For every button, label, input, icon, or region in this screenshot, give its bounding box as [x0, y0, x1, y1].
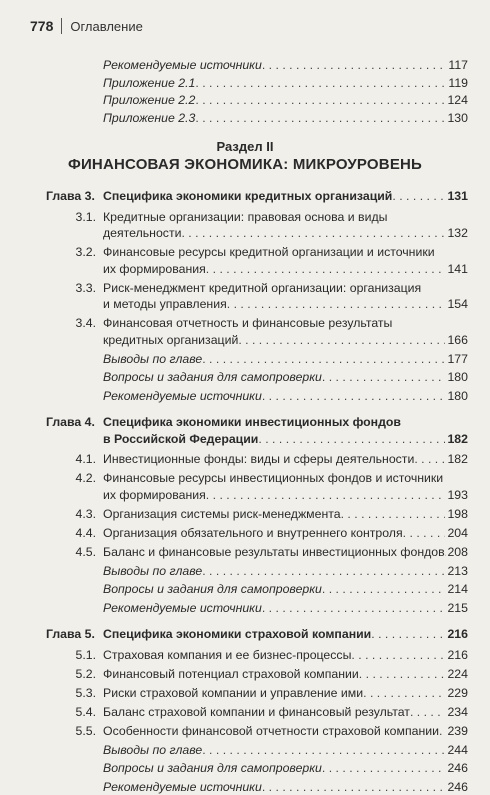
entry-title: кредитных организаций	[103, 332, 239, 347]
entry-page: 239	[447, 723, 468, 738]
leader-dots	[403, 525, 446, 541]
entry-page: 224	[447, 666, 468, 681]
chapter-entry	[0, 188, 490, 204]
chapter-extra-entry	[0, 760, 490, 776]
entry-title: Вопросы и задания для самопроверки	[103, 761, 322, 775]
section-entry	[0, 296, 490, 312]
section-number: 5.2.	[75, 666, 96, 681]
chapter-extra-entry	[0, 600, 490, 616]
section-entry	[0, 280, 490, 296]
leader-dots	[206, 261, 446, 277]
leader-dots	[258, 431, 445, 447]
leader-dots	[181, 225, 445, 241]
leader-dots	[322, 581, 446, 597]
entry-title: Финансовый потенциал страховой компании	[103, 666, 359, 681]
chapter-entry	[0, 626, 490, 642]
part-title: ФИНАНСОВАЯ ЭКОНОМИКА: МИКРОУРОВЕНЬ	[67, 156, 423, 173]
section-entry	[0, 704, 490, 720]
section-number: 3.1.	[75, 209, 96, 224]
entry-page: 130	[447, 110, 468, 125]
entry-title: Риск-менеджмент кредитной организации: организация	[103, 280, 422, 295]
entry-page: 180	[447, 370, 468, 384]
leader-dots	[262, 57, 447, 73]
entry-title: Рекомендуемые источники	[103, 388, 262, 403]
leader-dots	[371, 626, 445, 642]
entry-page: 234	[447, 704, 468, 719]
toc-entry-appendix	[0, 57, 490, 73]
section-entry	[0, 261, 490, 277]
entry-title: их формирования	[103, 261, 206, 276]
section-entry	[0, 451, 490, 467]
entry-page: 204	[447, 525, 468, 540]
entry-title: Баланс и финансовые результаты инвестиционных фондов	[103, 544, 445, 559]
leader-dots	[262, 388, 446, 404]
section-number: 3.3.	[75, 280, 96, 295]
entry-title: Приложение 2.2	[103, 93, 196, 108]
leader-dots	[227, 296, 446, 312]
entry-page: 180	[447, 388, 468, 403]
entry-page: 193	[447, 487, 468, 502]
leader-dots	[414, 451, 445, 467]
entry-page: 214	[447, 582, 468, 596]
entry-title: Выводы по главе	[103, 563, 203, 578]
leader-dots	[363, 685, 445, 701]
chapter-entry	[0, 414, 490, 430]
page-number: 778	[30, 18, 54, 34]
chapter-extra-entry	[0, 742, 490, 758]
chapter-entry	[0, 431, 490, 447]
section-number: 5.4.	[75, 704, 96, 719]
chapter-extra-entry	[0, 388, 490, 404]
entry-page: 132	[447, 226, 468, 240]
section-number: 4.4.	[75, 525, 96, 540]
leader-dots	[262, 779, 446, 795]
section-entry	[0, 225, 490, 241]
chapter-extra-entry	[0, 779, 490, 795]
leader-dots	[195, 92, 445, 108]
part-label: Раздел II	[216, 139, 274, 154]
section-number: 4.3.	[75, 506, 96, 521]
entry-title: Страховая компания и ее бизнес-процессы	[103, 647, 352, 662]
section-number: 5.1.	[75, 647, 96, 662]
section-entry	[0, 525, 490, 541]
page-header	[30, 16, 143, 36]
entry-page: 198	[447, 506, 468, 521]
leader-dots	[359, 666, 446, 682]
entry-title: Выводы по главе	[103, 742, 203, 757]
entry-page: 154	[447, 297, 468, 311]
entry-page: 141	[447, 261, 468, 276]
section-number: 5.5.	[75, 723, 96, 738]
entry-title: Организация системы риск-менеджмента	[103, 506, 341, 521]
section-entry	[0, 666, 490, 682]
chapter-extra-entry	[0, 351, 490, 367]
entry-page: 216	[447, 647, 468, 662]
leader-dots	[238, 332, 445, 348]
entry-title: Кредитные организации: правовая основа и виды	[103, 209, 388, 224]
entry-title: Риски страховой компании и управление ими	[103, 685, 364, 700]
entry-title: Рекомендуемые источники	[103, 58, 262, 72]
leader-dots	[351, 647, 445, 663]
section-entry	[0, 685, 490, 701]
entry-page: 182	[447, 452, 468, 466]
section-entry	[0, 647, 490, 663]
entry-page: 166	[447, 332, 468, 347]
leader-dots	[392, 188, 445, 204]
entry-page: 213	[447, 563, 468, 578]
section-number: 4.2.	[75, 471, 96, 485]
chapter-extra-entry	[0, 581, 490, 597]
section-entry	[0, 332, 490, 348]
entry-title: Рекомендуемые источники	[103, 779, 262, 794]
section-number: 3.2.	[75, 245, 96, 259]
entry-page: 215	[447, 600, 468, 615]
section-entry	[0, 470, 490, 486]
entry-title: Финансовые ресурсы кредитной организации и источники	[103, 245, 435, 259]
entry-page: 119	[448, 75, 468, 90]
leader-dots	[202, 351, 445, 367]
entry-title: Специфика экономики кредитных организаций	[103, 189, 393, 203]
leader-dots	[322, 760, 446, 776]
section-number: 4.5.	[75, 544, 96, 559]
leader-dots	[206, 487, 446, 503]
chapter-extra-entry	[0, 563, 490, 579]
leader-dots	[262, 600, 446, 616]
entry-page: 182	[447, 431, 468, 446]
section-entry	[0, 487, 490, 503]
entry-page: 117	[448, 58, 468, 72]
entry-title: Инвестиционные фонды: виды и сферы деятельности	[103, 452, 415, 466]
entry-page: 229	[447, 685, 468, 700]
entry-title: Рекомендуемые источники	[103, 600, 262, 615]
toc-entry-appendix	[0, 75, 490, 91]
entry-page: 246	[447, 761, 468, 775]
entry-page: 246	[447, 779, 468, 794]
header-divider	[61, 18, 62, 34]
running-title: Оглавление	[70, 18, 143, 34]
entry-title: деятельности	[103, 226, 182, 240]
entry-title: и методы управления	[103, 297, 227, 311]
entry-title: Вопросы и задания для самопроверки	[103, 370, 322, 384]
entry-title: Баланс страховой компании и финансовый результат	[103, 704, 410, 719]
section-entry	[0, 544, 490, 560]
section-number: 5.3.	[75, 685, 96, 700]
chapter-label: Глава 3.	[46, 189, 95, 203]
entry-title: Приложение 2.1	[103, 75, 196, 90]
entry-title: Специфика экономики страховой компании	[103, 627, 372, 641]
chapter-extra-entry	[0, 369, 490, 385]
entry-title: Финансовые ресурсы инвестиционных фондов и источники	[103, 471, 444, 485]
entry-title: Выводы по главе	[103, 351, 203, 366]
section-entry	[0, 209, 490, 225]
chapter-label: Глава 4.	[46, 415, 95, 429]
leader-dots	[202, 742, 445, 758]
section-entry	[0, 506, 490, 522]
section-entry	[0, 244, 490, 260]
section-number: 3.4.	[75, 316, 96, 330]
entry-title: в Российской Федерации	[103, 431, 259, 446]
entry-title: Вопросы и задания для самопроверки	[103, 582, 322, 596]
entry-page: 131	[447, 189, 468, 203]
leader-dots	[410, 704, 446, 720]
entry-title: Приложение 2.3	[103, 110, 196, 125]
entry-title: Финансовая отчетность и финансовые результаты	[103, 316, 393, 330]
chapter-label: Глава 5.	[46, 627, 95, 641]
entry-page: 216	[447, 627, 468, 641]
leader-dots	[341, 506, 446, 522]
toc-entry-appendix	[0, 110, 490, 126]
leader-dots	[195, 75, 446, 91]
section-entry	[0, 723, 490, 739]
entry-page: 244	[447, 742, 468, 757]
entry-page: 177	[447, 351, 468, 366]
entry-page: 124	[447, 93, 468, 108]
entry-title: Специфика экономики инвестиционных фондов	[103, 415, 401, 429]
leader-dots	[322, 369, 446, 385]
toc-entry-appendix	[0, 92, 490, 108]
entry-title: Особенности финансовой отчетности страховой компании	[103, 723, 440, 738]
entry-title: Организация обязательного и внутреннего контроля	[103, 525, 403, 540]
section-entry	[0, 315, 490, 331]
entry-title: их формирования	[103, 487, 206, 502]
leader-dots	[195, 110, 445, 126]
entry-page: 208	[447, 544, 468, 559]
section-number: 4.1.	[75, 452, 96, 466]
leader-dots	[202, 563, 445, 579]
